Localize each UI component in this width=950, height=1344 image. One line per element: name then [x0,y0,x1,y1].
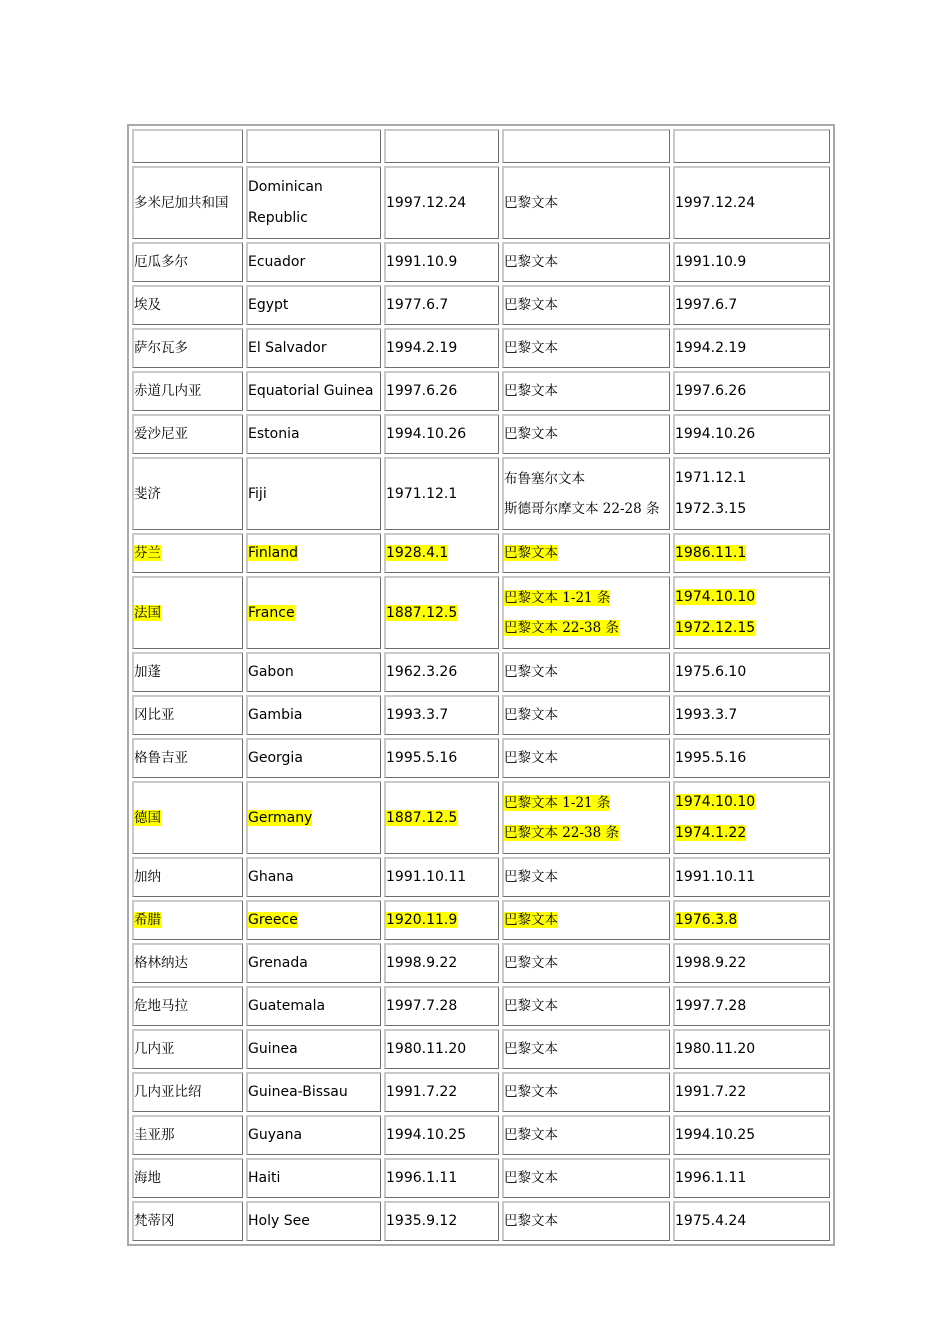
join-date-cell-text: 1996.1.11 [386,1170,458,1187]
text-version-cell-text: 巴黎文本 [504,340,558,357]
join-date-cell [384,738,499,778]
english-name-cell [246,166,381,239]
text-version-cell [502,533,670,573]
join-date-cell-text: 1997.7.28 [386,998,458,1015]
table-body [132,129,830,1241]
table-row [132,1072,830,1112]
effective-date-cell [673,1158,830,1198]
text-version-cell [502,857,670,897]
chinese-name-cell-text: 希腊 [134,912,161,929]
effective-date-cell-text: 1975.4.24 [675,1213,747,1230]
table-row [132,371,830,411]
effective-date-cell [673,533,830,573]
effective-date-cell-text: 1997.6.7 [675,297,738,314]
english-name-cell-text: Republic [248,210,308,226]
table-row [132,1201,830,1241]
english-name-cell-text: Grenada [248,955,308,972]
join-date-cell-text: 1928.4.1 [386,545,449,562]
chinese-name-cell [132,285,243,325]
chinese-name-cell [132,1029,243,1069]
chinese-name-cell-text: 加纳 [134,869,161,886]
text-version-cell [502,738,670,778]
text-version-cell [502,371,670,411]
chinese-name-cell-text: 加蓬 [134,664,161,681]
join-date-cell [384,328,499,368]
table-row [132,533,830,573]
effective-date-cell-text: 1996.1.11 [675,1170,747,1187]
header-cell [673,129,830,163]
english-name-cell [246,576,381,649]
english-name-cell-text: Gabon [248,664,294,681]
text-version-cell [502,1201,670,1241]
table-row [132,285,830,325]
effective-date-cell [673,457,830,530]
english-name-cell-text: Dominican [248,179,323,196]
join-date-cell [384,576,499,649]
effective-date-cell-text: 1972.12.15 [675,620,756,636]
table-row [132,986,830,1026]
english-name-cell-text: Ecuador [248,254,306,271]
text-version-cell-text: 巴黎文本 [504,426,558,443]
join-date-cell-text: 1997.12.24 [386,194,467,211]
english-name-cell [246,533,381,573]
english-name-cell-text: Ghana [248,869,294,886]
text-version-cell-text: 巴黎文本 [504,545,558,562]
text-version-cell [502,986,670,1026]
join-date-cell-text: 1980.11.20 [386,1041,467,1058]
text-version-cell-text: 巴黎文本 22-38 条 [504,825,620,841]
join-date-cell-text: 1935.9.12 [386,1213,458,1230]
english-name-cell [246,1072,381,1112]
effective-date-cell [673,166,830,239]
join-date-cell [384,285,499,325]
effective-date-cell [673,285,830,325]
english-name-cell-text: Guyana [248,1127,303,1144]
effective-date-cell-text: 1998.9.22 [675,955,747,972]
text-version-cell [502,1115,670,1155]
chinese-name-cell-text: 海地 [134,1170,161,1187]
chinese-name-cell [132,533,243,573]
effective-date-cell [673,328,830,368]
english-name-cell [246,242,381,282]
chinese-name-cell-text: 危地马拉 [134,998,188,1015]
join-date-cell [384,652,499,692]
text-version-cell-text: 巴黎文本 [504,1084,558,1101]
english-name-cell [246,1201,381,1241]
english-name-cell-text: Guatemala [248,998,326,1015]
effective-date-cell [673,695,830,735]
join-date-cell [384,1029,499,1069]
table-row [132,576,830,649]
english-name-cell-text: Egypt [248,297,289,314]
chinese-name-cell [132,457,243,530]
effective-date-cell-text: 1991.10.9 [675,254,747,271]
effective-date-cell [673,652,830,692]
effective-date-cell [673,857,830,897]
text-version-cell-text: 巴黎文本 [504,750,558,767]
text-version-cell-text: 巴黎文本 [504,998,558,1015]
english-name-cell-text: Gambia [248,707,303,724]
text-version-cell-text: 巴黎文本 [504,1041,558,1058]
text-version-cell-text: 巴黎文本 [504,707,558,724]
chinese-name-cell-text: 爱沙尼亚 [134,426,188,443]
join-date-cell-text: 1997.6.26 [386,383,458,400]
treaty-accession-table [127,124,835,1246]
chinese-name-cell-text: 几内亚 [134,1041,175,1058]
effective-date-cell-text: 1986.11.1 [675,545,747,562]
effective-date-cell [673,1201,830,1241]
effective-date-cell-text: 1997.6.26 [675,383,747,400]
join-date-cell-text: 1920.11.9 [386,912,458,929]
join-date-cell [384,166,499,239]
chinese-name-cell-text: 斐济 [134,485,161,502]
join-date-cell-text: 1991.10.9 [386,254,458,271]
table-row [132,1029,830,1069]
text-version-cell [502,242,670,282]
text-version-cell [502,414,670,454]
effective-date-cell [673,781,830,854]
effective-date-cell [673,576,830,649]
english-name-cell [246,781,381,854]
chinese-name-cell [132,166,243,239]
text-version-cell-text: 巴黎文本 [504,869,558,886]
join-date-cell [384,414,499,454]
table-row [132,414,830,454]
effective-date-cell-text: 1997.7.28 [675,998,747,1015]
english-name-cell-text: Haiti [248,1170,281,1187]
text-version-cell-text: 巴黎文本 [504,955,558,972]
join-date-cell [384,1072,499,1112]
english-name-cell-text: El Salvador [248,340,327,357]
text-version-cell-text: 巴黎文本 [504,912,558,929]
effective-date-cell-text: 1971.12.1 [675,470,747,487]
text-version-cell [502,166,670,239]
chinese-name-cell-text: 厄瓜多尔 [134,254,188,271]
english-name-cell-text: Fiji [248,485,267,502]
chinese-name-cell [132,1201,243,1241]
english-name-cell [246,457,381,530]
effective-date-cell [673,986,830,1026]
effective-date-cell-text: 1974.1.22 [675,825,747,841]
english-name-cell [246,652,381,692]
join-date-cell [384,457,499,530]
chinese-name-cell-text: 几内亚比绍 [134,1084,202,1101]
effective-date-cell [673,900,830,940]
join-date-cell [384,1115,499,1155]
effective-date-cell [673,414,830,454]
join-date-cell-text: 1887.12.5 [386,604,458,621]
effective-date-cell-text: 1976.3.8 [675,912,738,929]
chinese-name-cell [132,242,243,282]
join-date-cell [384,857,499,897]
effective-date-cell-text: 1993.3.7 [675,707,738,724]
text-version-cell-text: 巴黎文本 1-21 条 [504,589,611,606]
table-row [132,166,830,239]
chinese-name-cell [132,900,243,940]
effective-date-cell [673,1029,830,1069]
join-date-cell [384,533,499,573]
join-date-cell [384,943,499,983]
chinese-name-cell [132,1158,243,1198]
join-date-cell [384,781,499,854]
effective-date-cell [673,1115,830,1155]
effective-date-cell-text: 1975.6.10 [675,664,747,681]
table-row [132,328,830,368]
join-date-cell-text: 1991.10.11 [386,869,467,886]
chinese-name-cell [132,576,243,649]
join-date-cell [384,1201,499,1241]
english-name-cell-text: Finland [248,545,299,562]
english-name-cell [246,857,381,897]
text-version-cell-text: 布鲁塞尔文本 [504,470,585,487]
chinese-name-cell-text: 芬兰 [134,545,161,562]
text-version-cell-text: 巴黎文本 [504,297,558,314]
english-name-cell-text: Estonia [248,426,300,443]
text-version-cell [502,900,670,940]
effective-date-cell-text: 1991.10.11 [675,869,756,886]
chinese-name-cell-text: 圭亚那 [134,1127,175,1144]
text-version-cell-text: 巴黎文本 [504,254,558,271]
chinese-name-cell [132,695,243,735]
chinese-name-cell [132,781,243,854]
chinese-name-cell [132,857,243,897]
join-date-cell-text: 1971.12.1 [386,485,458,502]
header-cell [246,129,381,163]
chinese-name-cell-text: 法国 [134,604,161,621]
english-name-cell [246,414,381,454]
english-name-cell [246,695,381,735]
text-version-cell-text: 巴黎文本 [504,194,558,211]
table-row [132,1115,830,1155]
header-cell [384,129,499,163]
table-row [132,943,830,983]
join-date-cell [384,1158,499,1198]
effective-date-cell-text: 1994.2.19 [675,340,747,357]
english-name-cell-text: Germany [248,809,313,826]
english-name-cell [246,285,381,325]
join-date-cell-text: 1993.3.7 [386,707,449,724]
english-name-cell [246,1029,381,1069]
text-version-cell [502,652,670,692]
text-version-cell-text: 巴黎文本 [504,1170,558,1187]
table-row [132,695,830,735]
text-version-cell [502,695,670,735]
chinese-name-cell-text: 格鲁吉亚 [134,750,188,767]
effective-date-cell [673,1072,830,1112]
effective-date-cell-text: 1974.10.10 [675,794,756,811]
text-version-cell [502,285,670,325]
chinese-name-cell [132,328,243,368]
join-date-cell-text: 1962.3.26 [386,664,458,681]
join-date-cell-text: 1977.6.7 [386,297,449,314]
table-row [132,900,830,940]
table-row [132,781,830,854]
chinese-name-cell [132,414,243,454]
text-version-cell [502,328,670,368]
join-date-cell-text: 1994.10.25 [386,1127,467,1144]
english-name-cell-text: Holy See [248,1213,310,1230]
english-name-cell [246,1158,381,1198]
effective-date-cell [673,943,830,983]
chinese-name-cell [132,652,243,692]
table-row [132,457,830,530]
chinese-name-cell-text: 萨尔瓦多 [134,340,188,357]
text-version-cell-text: 巴黎文本 [504,664,558,681]
join-date-cell [384,900,499,940]
effective-date-cell-text: 1972.3.15 [675,501,747,517]
header-cell [502,129,670,163]
chinese-name-cell-text: 多米尼加共和国 [134,194,229,211]
join-date-cell-text: 1998.9.22 [386,955,458,972]
table-row [132,857,830,897]
join-date-cell-text: 1995.5.16 [386,750,458,767]
text-version-cell [502,457,670,530]
chinese-name-cell-text: 格林纳达 [134,955,188,972]
join-date-cell-text: 1994.2.19 [386,340,458,357]
join-date-cell [384,695,499,735]
table-row [132,242,830,282]
join-date-cell-text: 1994.10.26 [386,426,467,443]
text-version-cell-text: 巴黎文本 1-21 条 [504,794,611,811]
effective-date-cell [673,371,830,411]
join-date-cell-text: 1887.12.5 [386,809,458,826]
english-name-cell-text: Guinea [248,1041,298,1058]
effective-date-cell-text: 1997.12.24 [675,194,756,211]
table-row [132,1158,830,1198]
chinese-name-cell [132,1072,243,1112]
join-date-cell-text: 1991.7.22 [386,1084,458,1101]
table-header-row [132,129,830,163]
english-name-cell [246,371,381,411]
effective-date-cell-text: 1995.5.16 [675,750,747,767]
chinese-name-cell [132,986,243,1026]
join-date-cell [384,242,499,282]
text-version-cell-text: 斯德哥尔摩文本 22-28 条 [504,501,660,517]
text-version-cell [502,1029,670,1069]
chinese-name-cell [132,943,243,983]
english-name-cell-text: Greece [248,912,298,929]
chinese-name-cell-text: 冈比亚 [134,707,175,724]
english-name-cell-text: Guinea-Bissau [248,1084,348,1101]
text-version-cell [502,1158,670,1198]
text-version-cell-text: 巴黎文本 [504,1213,558,1230]
text-version-cell [502,781,670,854]
english-name-cell [246,738,381,778]
effective-date-cell-text: 1991.7.22 [675,1084,747,1101]
text-version-cell-text: 巴黎文本 [504,1127,558,1144]
table-row [132,652,830,692]
join-date-cell [384,986,499,1026]
effective-date-cell-text: 1980.11.20 [675,1041,756,1058]
english-name-cell-text: Georgia [248,750,303,767]
chinese-name-cell [132,371,243,411]
english-name-cell [246,1115,381,1155]
english-name-cell [246,328,381,368]
effective-date-cell-text: 1974.10.10 [675,589,756,606]
join-date-cell [384,371,499,411]
table-row [132,738,830,778]
effective-date-cell [673,242,830,282]
chinese-name-cell-text: 埃及 [134,297,161,314]
text-version-cell-text: 巴黎文本 [504,383,558,400]
text-version-cell [502,1072,670,1112]
english-name-cell-text: France [248,604,295,621]
chinese-name-cell-text: 梵蒂冈 [134,1213,175,1230]
text-version-cell-text: 巴黎文本 22-38 条 [504,620,620,636]
chinese-name-cell-text: 赤道几内亚 [134,383,202,400]
english-name-cell [246,900,381,940]
header-cell [132,129,243,163]
english-name-cell [246,943,381,983]
chinese-name-cell [132,738,243,778]
text-version-cell [502,576,670,649]
effective-date-cell [673,738,830,778]
english-name-cell [246,986,381,1026]
effective-date-cell-text: 1994.10.25 [675,1127,756,1144]
chinese-name-cell-text: 德国 [134,809,161,826]
text-version-cell [502,943,670,983]
effective-date-cell-text: 1994.10.26 [675,426,756,443]
english-name-cell-text: Equatorial Guinea [248,383,374,400]
chinese-name-cell [132,1115,243,1155]
